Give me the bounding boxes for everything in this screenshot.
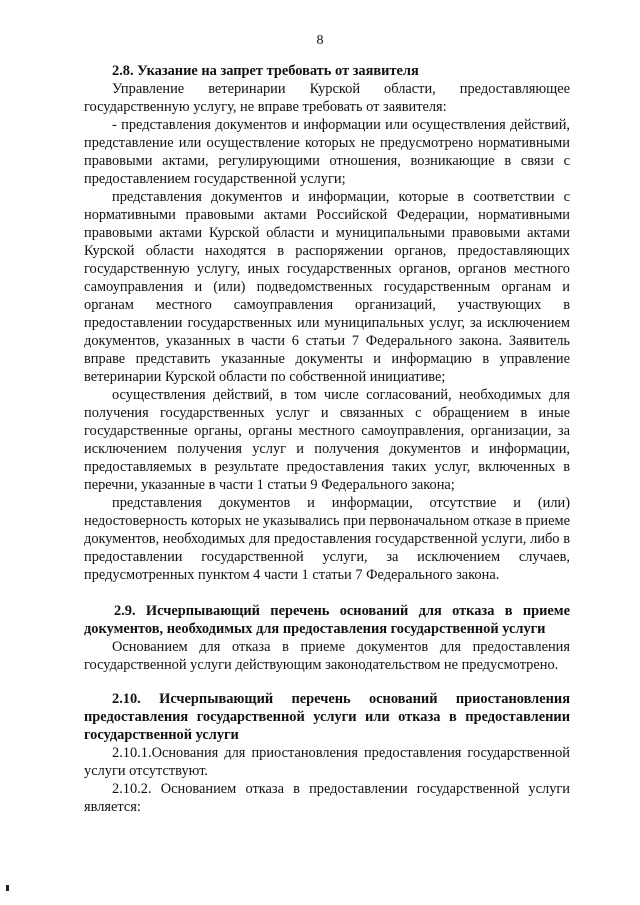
section-heading-2-10: 2.10. Исчерпывающий перечень оснований приостановления предоставления государственной услуги или отказа в предоставлении государственной услуги <box>84 691 570 743</box>
paragraph: осуществления действий, в том числе согласований, необходимых для получения государственных услуг и связанных с обращением в иные государственные органы, органы местного самоуправления, организации, за исключением получения услуг и получения документов и информации, предоставляемых в результате предоставления таких услуг, включенных в перечни, указанные в части 1 статьи 9 Федерального закона; <box>84 387 570 493</box>
section-heading-2-9: 2.9. Исчерпывающий перечень оснований для отказа в приеме документов, необходимых для предоставления государственной услуги <box>84 603 570 637</box>
paragraph: Управление ветеринарии Курской области, предоставляющее государственную услугу, не вправе требовать от заявителя: <box>84 81 570 115</box>
paragraph: 2.10.1.Основания для приостановления предоставления государственной услуги отсутствуют. <box>84 745 570 779</box>
document-body <box>84 62 570 816</box>
paragraph: 2.10.2. Основанием отказа в предоставлении государственной услуги является: <box>84 781 570 815</box>
paragraph: Основанием для отказа в приеме документов для предоставления государственной услуги действующим законодательством не предусмотрено. <box>84 639 570 673</box>
paragraph: - представления документов и информации или осуществления действий, представление или осуществление которых не предусмотрено нормативными правовыми актами, регулирующими отношения, возникающие в связи с предоставлением государственной услуги; <box>84 117 570 187</box>
paragraph: представления документов и информации, которые в соответствии с нормативными правовыми актами Российской Федерации, нормативными правовыми актами Курской области и муниципальными правовыми актами Курской области находятся в распоряжении органов, предоставляющих государственную услугу, иных государственных органов, органов местного самоуправления и (или) подведомственных государственным органам и органам местного самоуправления организаций, участвующих в предоставлении государственных или муниципальных услуг, за исключением документов, указанных в части 6 статьи 7 Федерального закона. Заявитель вправе представить указанные документы и информацию в управление ветеринарии Курской области по собственной инициативе; <box>84 189 570 385</box>
paragraph: представления документов и информации, отсутствие и (или) недостоверность которых не указывались при первоначальном отказе в приеме документов, необходимых для предоставления государственной услуги, либо в предоставлении государственной услуги, за исключением случаев, предусмотренных пунктом 4 части 1 статьи 7 Федерального закона. <box>84 495 570 583</box>
section-heading-2-8: 2.8. Указание на запрет требовать от заявителя <box>112 63 419 79</box>
scan-mark <box>6 885 9 891</box>
page-number: 8 <box>316 33 324 48</box>
